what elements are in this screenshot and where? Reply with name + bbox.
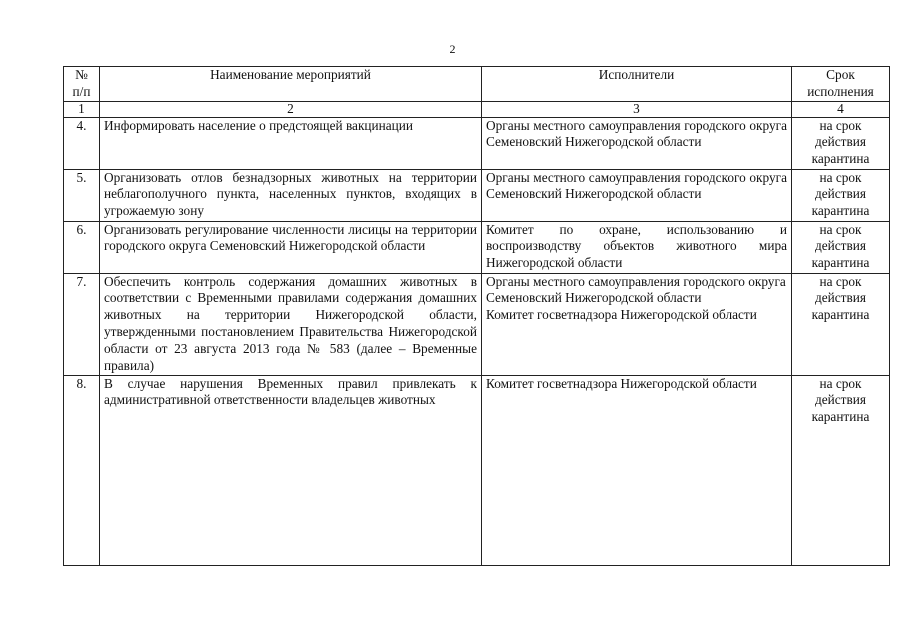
executors: Комитет по охране, использованию и воспроизводству объектов животного мира Нижегородской области [482,221,792,273]
table-row [64,169,890,221]
measure-name: Организовать отлов безнадзорных животных на территории неблагополучного пункта, населенных пунктов, входящих в угрожаемую зону [100,169,482,221]
term: на срок действия карантина [792,375,890,565]
term: на срок действия карантина [792,169,890,221]
term: на срок действия карантина [792,221,890,273]
index-cell: 1 [64,101,100,117]
row-number: 8. [64,375,100,565]
index-cell: 2 [100,101,482,117]
measure-name: Информировать население о предстоящей вакцинации [100,117,482,169]
index-cell: 3 [482,101,792,117]
executors: Органы местного самоуправления городского округа Семеновский Нижегородской области [482,117,792,169]
executors: Комитет госветнадзора Нижегородской области [482,375,792,565]
table-row [64,375,890,565]
table-row [64,273,890,375]
executors [482,273,792,375]
executors-line: Органы местного самоуправления городского округа Семеновский Нижегородской области [486,273,786,306]
table-header-row [64,67,890,102]
row-number: 6. [64,221,100,273]
row-number: 7. [64,273,100,375]
measure-name: В случае нарушения Временных правил привлекать к административной ответственности владельцев животных [100,375,482,565]
term: на срок действия карантина [792,117,890,169]
row-number: 4. [64,117,100,169]
index-cell: 4 [792,101,890,117]
executors: Органы местного самоуправления городского округа Семеновский Нижегородской области [482,169,792,221]
table-index-row [64,101,890,117]
header-executors: Исполнители [482,67,792,102]
page-number: 2 [449,42,456,56]
executors-line: Комитет госветнадзора Нижегородской области [486,307,757,323]
row-number: 5. [64,169,100,221]
measures-table [63,66,890,566]
header-name: Наименование мероприятий [100,67,482,102]
measure-name: Организовать регулирование численности лисицы на территории городского округа Семеновский Нижегородской области [100,221,482,273]
header-term: Срок исполнения [792,67,890,102]
header-num: № п/п [64,67,100,102]
term: на срок действия карантина [792,273,890,375]
table-row [64,117,890,169]
table-row [64,221,890,273]
measure-name: Обеспечить контроль содержания домашних животных в соответствии с Временными правилами содержания домашних животных на территории Нижегородской области, утвержденными постановлением Правительства Нижегородской области от 23 августа 2013 года № 583 (далее – Временные правила) [100,273,482,375]
